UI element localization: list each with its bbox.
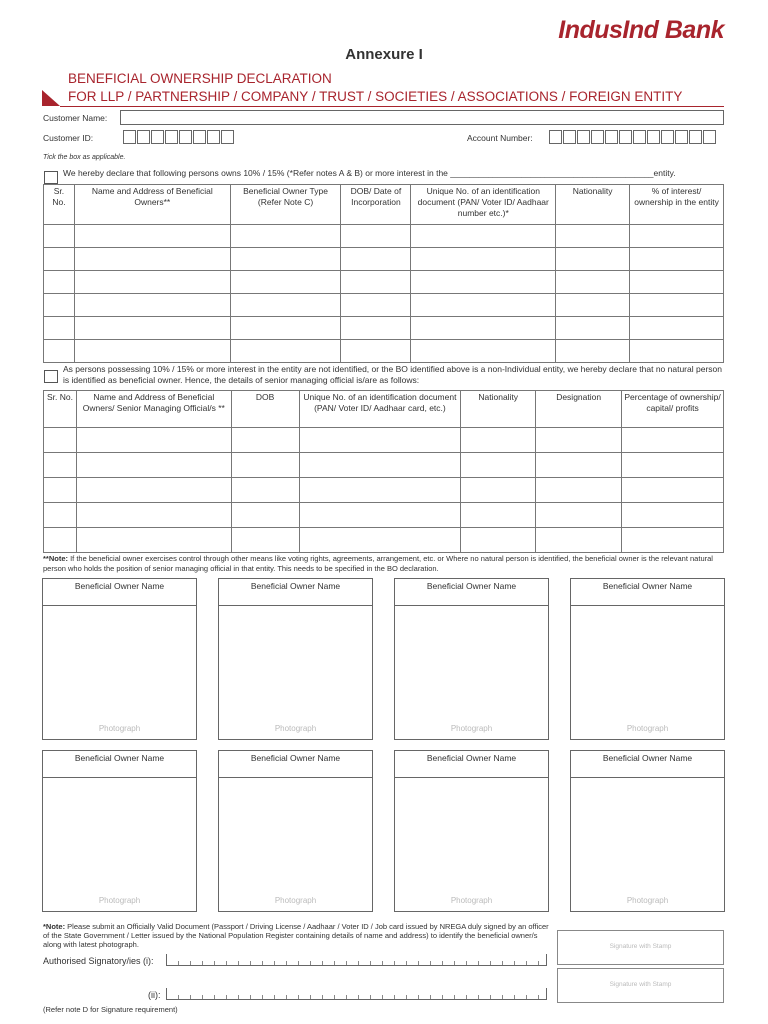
- table-row[interactable]: [44, 428, 724, 453]
- t1-header-type: Beneficial Owner Type (Refer Note C): [230, 185, 341, 225]
- customer-id-field[interactable]: [123, 130, 235, 144]
- annexure-title: Annexure I: [345, 46, 423, 63]
- photo-label: Photograph: [626, 724, 669, 733]
- form-title-line2: FOR LLP / PARTNERSHIP / COMPANY / TRUST / SOCIETIES / ASSOCIATIONS / FOREIGN ENTITY: [68, 89, 683, 104]
- t1-header-dob: DOB/ Date of Incorporation: [341, 185, 411, 225]
- photo-label: Photograph: [98, 896, 141, 905]
- note1-text: If the beneficial owner exercises control through other means like voting rights, agreements, arrangement, etc. or Where no natural person is identified, the beneficial owner is the relevant natural person who holds the position of senior managing official in that entity. This needs to be specified in the BO declaration.: [43, 554, 713, 573]
- photo-label: Photograph: [626, 896, 669, 905]
- t1-header-id: Unique No. of an identification document (PAN/ Voter ID/ Aadhaar number etc.)*: [411, 185, 556, 225]
- photo-box-name: Beneficial Owner Name: [219, 579, 372, 606]
- photo-box-name: Beneficial Owner Name: [219, 751, 372, 778]
- table-row[interactable]: [44, 225, 724, 248]
- signature-stamp-box-1[interactable]: Signature with Stamp: [557, 930, 724, 965]
- declaration1-text: We hereby declare that following persons owns 10% / 15% (*Refer notes A & B) or more interest in the ___________________________________________entity.: [63, 168, 676, 178]
- footer-note: (Refer note D for Signature requirement): [43, 1005, 178, 1014]
- table-row[interactable]: [44, 248, 724, 271]
- photo-label: Photograph: [274, 896, 317, 905]
- table-row[interactable]: [44, 340, 724, 363]
- t2-header-designation: Designation: [536, 391, 622, 428]
- customer-name-field[interactable]: [120, 110, 724, 125]
- photo-box-name: Beneficial Owner Name: [395, 579, 548, 606]
- table-row[interactable]: [44, 453, 724, 478]
- beneficial-owners-table: [43, 184, 724, 363]
- table-row[interactable]: [44, 528, 724, 553]
- customer-id-label: Customer ID:: [43, 133, 94, 143]
- photo-label: Photograph: [274, 724, 317, 733]
- t2-header-name: Name and Address of Beneficial Owners/ Senior Managing Official/s **: [76, 391, 231, 428]
- declaration2-checkbox[interactable]: [44, 370, 58, 383]
- table-row[interactable]: [44, 271, 724, 294]
- table-row[interactable]: [44, 294, 724, 317]
- photo-box-name: Beneficial Owner Name: [43, 579, 196, 606]
- signature-stamp-box-2[interactable]: Signature with Stamp: [557, 968, 724, 1003]
- t1-header-nationality: Nationality: [556, 185, 630, 225]
- photo-box[interactable]: [570, 578, 725, 740]
- photo-box[interactable]: [394, 750, 549, 912]
- customer-name-label: Customer Name:: [43, 113, 108, 123]
- photo-label: Photograph: [450, 896, 493, 905]
- t2-header-sr: Sr. No.: [44, 391, 77, 428]
- photo-box[interactable]: [218, 750, 373, 912]
- declaration2-text: As persons possessing 10% / 15% or more interest in the entity are not identified, or the BO identified above is a non-Individual entity, we hereby declare that no natural person is identified as beneficial owner. Hence, the details of senior managing official is/are as follows:: [63, 364, 722, 385]
- table-row[interactable]: [44, 478, 724, 503]
- signatory1-label: Authorised Signatory/ies (i):: [43, 956, 154, 966]
- photo-box-name: Beneficial Owner Name: [43, 751, 196, 778]
- photo-box[interactable]: [42, 578, 197, 740]
- signatory2-label: (ii):: [148, 990, 161, 1000]
- account-number-field[interactable]: [549, 130, 717, 144]
- photo-label: Photograph: [450, 724, 493, 733]
- photo-box[interactable]: [570, 750, 725, 912]
- t2-header-percentage: Percentage of ownership/ capital/ profits: [622, 391, 724, 428]
- senior-managing-official-table: [43, 390, 724, 553]
- form-title: [68, 70, 682, 106]
- photo-box[interactable]: [218, 578, 373, 740]
- photo-box-name: Beneficial Owner Name: [571, 751, 724, 778]
- title-divider: [60, 106, 724, 107]
- bank-logo: IndusInd Bank: [558, 16, 724, 44]
- tick-hint: Tick the box as applicable.: [43, 154, 126, 161]
- note2-text: Please submit an Officially Valid Document (Passport / Driving License / Aadhaar / Voter ID / Job card issued by NREGA duly signed by an officer of the State Government / Letter issued by the National Population Register containing details of name and address) to identify the beneficial owner/s along with latest photograph.: [43, 922, 549, 949]
- signatory1-field[interactable]: [166, 954, 547, 966]
- t2-header-nationality: Nationality: [461, 391, 536, 428]
- table-row[interactable]: [44, 503, 724, 528]
- note1-label: **Note:: [43, 554, 69, 563]
- note-ovd: [43, 922, 549, 949]
- table-row[interactable]: [44, 317, 724, 340]
- photo-box[interactable]: [42, 750, 197, 912]
- t1-header-name: Name and Address of Beneficial Owners**: [74, 185, 230, 225]
- photo-box-name: Beneficial Owner Name: [571, 579, 724, 606]
- photo-label: Photograph: [98, 724, 141, 733]
- photo-box[interactable]: [394, 578, 549, 740]
- photo-box-name: Beneficial Owner Name: [395, 751, 548, 778]
- t2-header-id: Unique No. of an identification document (PAN/ Voter ID/ Aadhaar card, etc.): [299, 391, 461, 428]
- t1-header-interest: % of interest/ ownership in the entity: [630, 185, 724, 225]
- signatory2-field[interactable]: [166, 988, 547, 1000]
- account-number-label: Account Number:: [467, 133, 533, 143]
- note2-label: *Note:: [43, 922, 66, 931]
- t2-header-dob: DOB: [231, 391, 299, 428]
- title-accent: [42, 90, 60, 106]
- declaration1-checkbox[interactable]: [44, 171, 58, 184]
- note-beneficial-control: [43, 554, 726, 574]
- form-title-line1: BENEFICIAL OWNERSHIP DECLARATION: [68, 71, 332, 86]
- t1-header-sr: Sr. No.: [44, 185, 75, 225]
